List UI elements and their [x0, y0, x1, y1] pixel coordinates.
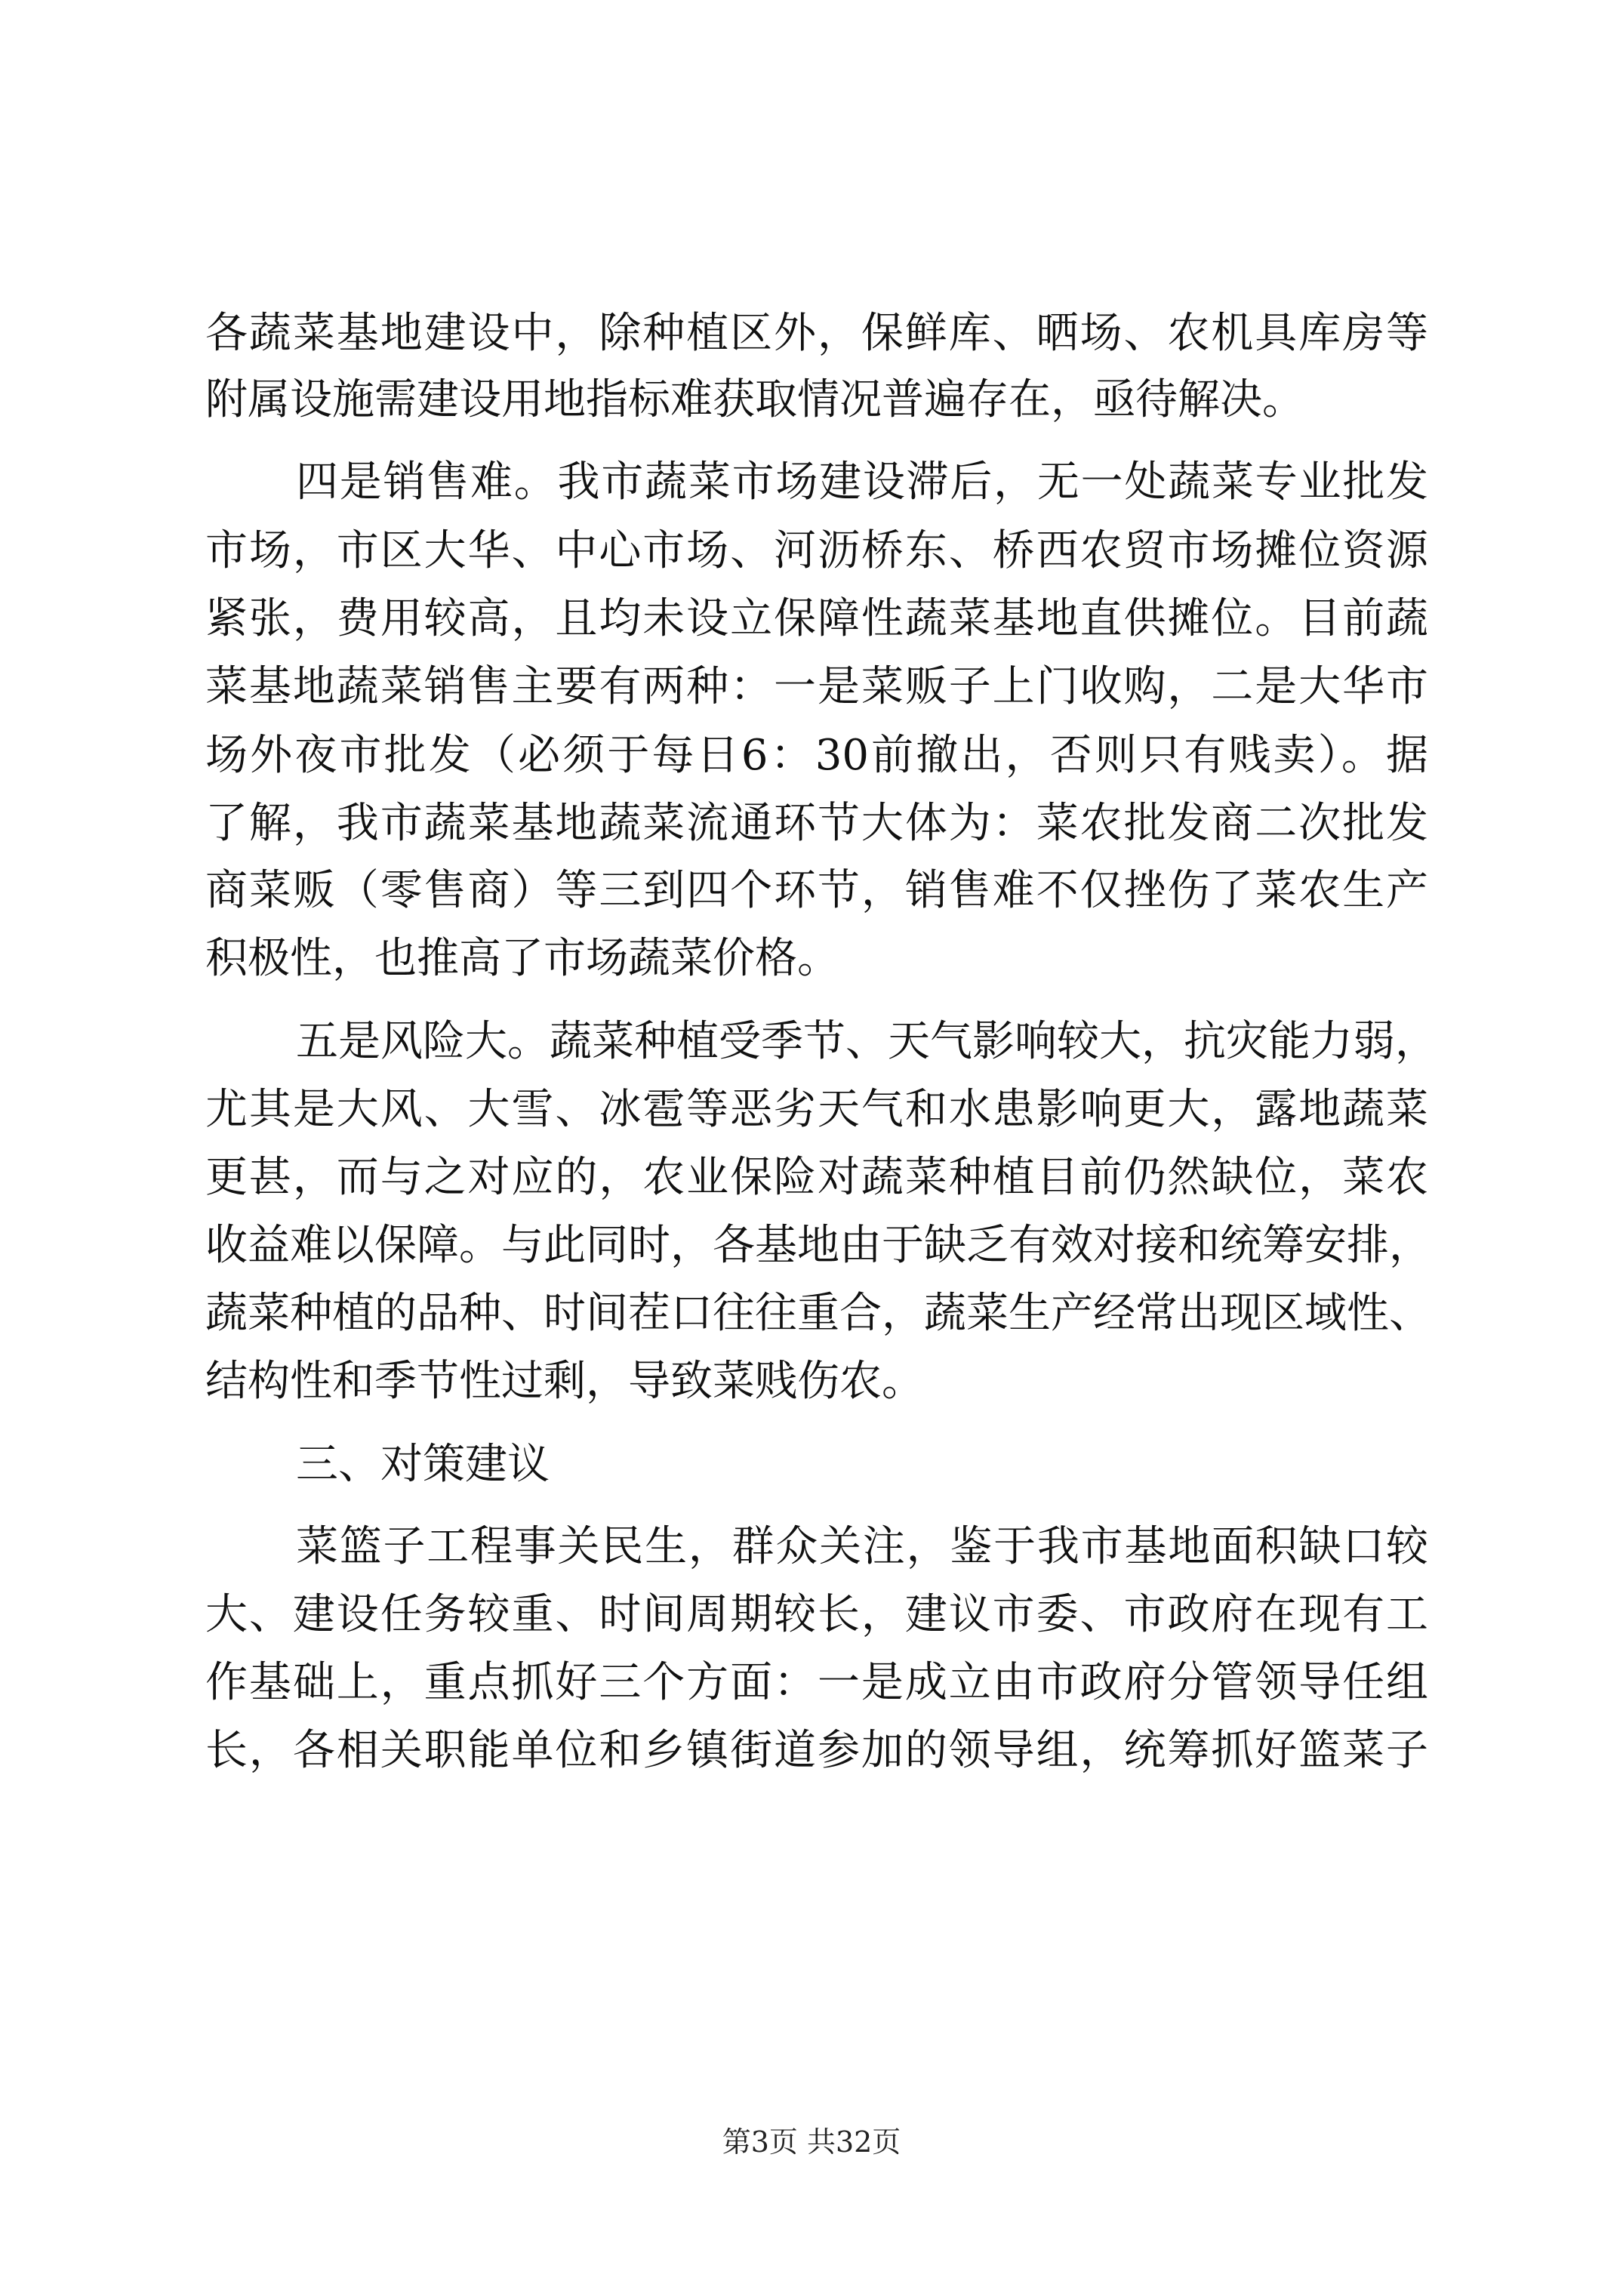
text-line: 商菜贩（零售商）等三到四个环节，销售难不仅挫伤了菜农生产: [205, 866, 1428, 915]
text-line: 市场，市区大华、中心市场、河沥桥东、桥西农贸市场摊位资源: [205, 526, 1428, 575]
page-number-footer: 第3页 共32页: [722, 2125, 901, 2159]
text-line: 收益难以保障。与此同时，各基地由于缺乏有效对接和统筹安排，: [205, 1221, 1431, 1270]
text-line: 场外夜市批发（必须于每日6：30前撤出，否则只有贱卖）。据: [205, 731, 1428, 780]
text-line: 长，各相关职能单位和乡镇街道参加的领导组，统筹抓好篮菜子: [205, 1726, 1428, 1775]
text-line: 菜基地蔬菜销售主要有两种：一是菜贩子上门收购，二是大华市: [205, 662, 1428, 711]
paragraph-start-line: 五是风险大。蔬菜种植受季节、天气影响较大，抗灾能力弱，: [296, 1017, 1437, 1066]
text-line: 附属设施需建设用地指标难获取情况普遍存在，亟待解决。: [205, 375, 1304, 424]
text-line: 蔬菜种植的品种、时间茬口往往重合，蔬菜生产经常出现区域性、: [205, 1289, 1431, 1338]
text-line: 尤其是大风、大雪、冰雹等恶劣天气和水患影响更大，露地蔬菜: [205, 1085, 1428, 1134]
text-line: 积极性，也推高了市场蔬菜价格。: [205, 934, 839, 983]
text-line: 更甚，而与之对应的，农业保险对蔬菜种植目前仍然缺位，菜农: [205, 1153, 1428, 1202]
text-line: 了解，我市蔬菜基地蔬菜流通环节大体为：菜农批发商二次批发: [205, 799, 1428, 848]
paragraph-start-line: 菜篮子工程事关民生，群众关注，鉴于我市基地面积缺口较: [296, 1522, 1428, 1571]
text-line: 大、建设任务较重、时间周期较长，建议市委、市政府在现有工: [205, 1590, 1428, 1639]
text-line: 紧张，费用较高，且均未设立保障性蔬菜基地直供摊位。目前蔬: [205, 594, 1428, 643]
paragraph-start-line: 四是销售难。我市蔬菜市场建设滞后，无一处蔬菜专业批发: [296, 458, 1428, 507]
section-heading: 三、对策建议: [296, 1440, 550, 1489]
text-line: 结构性和季节性过剩，导致菜贱伤农。: [205, 1357, 924, 1406]
text-line: 作基础上，重点抓好三个方面：一是成立由市政府分管领导任组: [205, 1658, 1428, 1707]
text-line: 各蔬菜基地建设中，除种植区外，保鲜库、晒场、农机具库房等: [205, 309, 1428, 358]
